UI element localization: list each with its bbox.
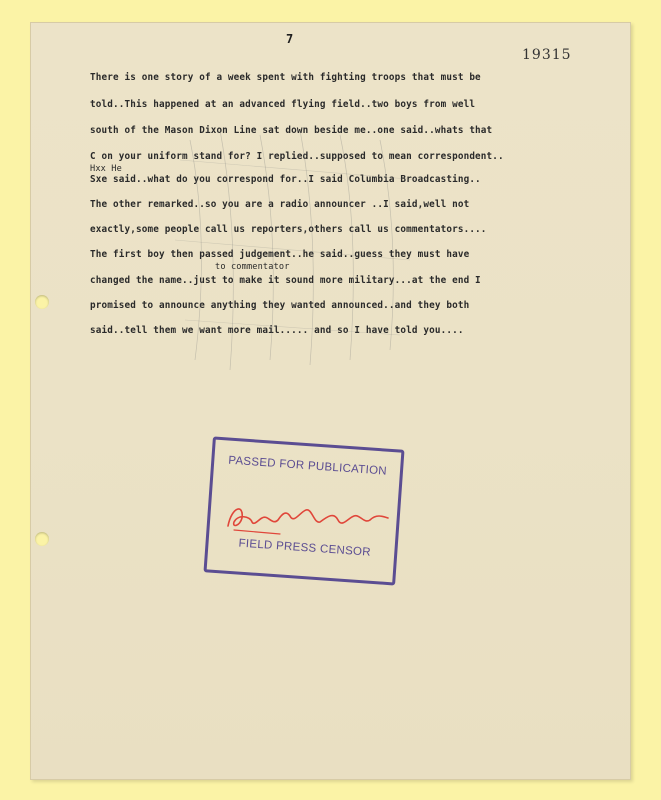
stamp-subtitle: FIELD PRESS CENSOR bbox=[238, 537, 372, 559]
document-id: 19315 bbox=[522, 47, 572, 63]
typed-line-correction-he: Hxx He bbox=[90, 164, 122, 174]
page-number: 7 bbox=[286, 32, 294, 46]
censor-signature bbox=[220, 496, 410, 541]
typed-line-1: There is one story of a week spent with fighting troops that must be bbox=[90, 72, 481, 83]
typed-line-3: south of the Mason Dixon Line sat down beside me..one said..whats that bbox=[90, 125, 493, 136]
typed-line-9: changed the name..just to make it sound more military...at the end I bbox=[90, 275, 481, 286]
stamp-title: PASSED FOR PUBLICATION bbox=[227, 454, 388, 478]
typed-insert-commentator: to commentator bbox=[215, 262, 290, 272]
typed-line-7: exactly,some people call us reporters,others call us commentators.... bbox=[90, 224, 487, 235]
binder-hole bbox=[35, 532, 49, 546]
typed-line-2: told..This happened at an advanced flying field..two boys from well bbox=[90, 99, 476, 110]
typed-line-6: The other remarked..so you are a radio announcer ..I said,well not bbox=[90, 199, 470, 210]
typed-line-11: said..tell them we want more mail..... and so I have told you.... bbox=[90, 325, 464, 336]
typed-line-10: promised to announce anything they wanted announced..and they both bbox=[90, 300, 470, 311]
typed-line-8: The first boy then passed judgement..he said..guess they must have bbox=[90, 249, 470, 260]
typed-line-5: Sxe said..what do you correspond for..I said Columbia Broadcasting.. bbox=[90, 174, 481, 185]
binder-hole bbox=[35, 295, 49, 309]
typed-line-4: C on your uniform stand for? I replied..supposed to mean correspondent.. bbox=[90, 151, 504, 162]
